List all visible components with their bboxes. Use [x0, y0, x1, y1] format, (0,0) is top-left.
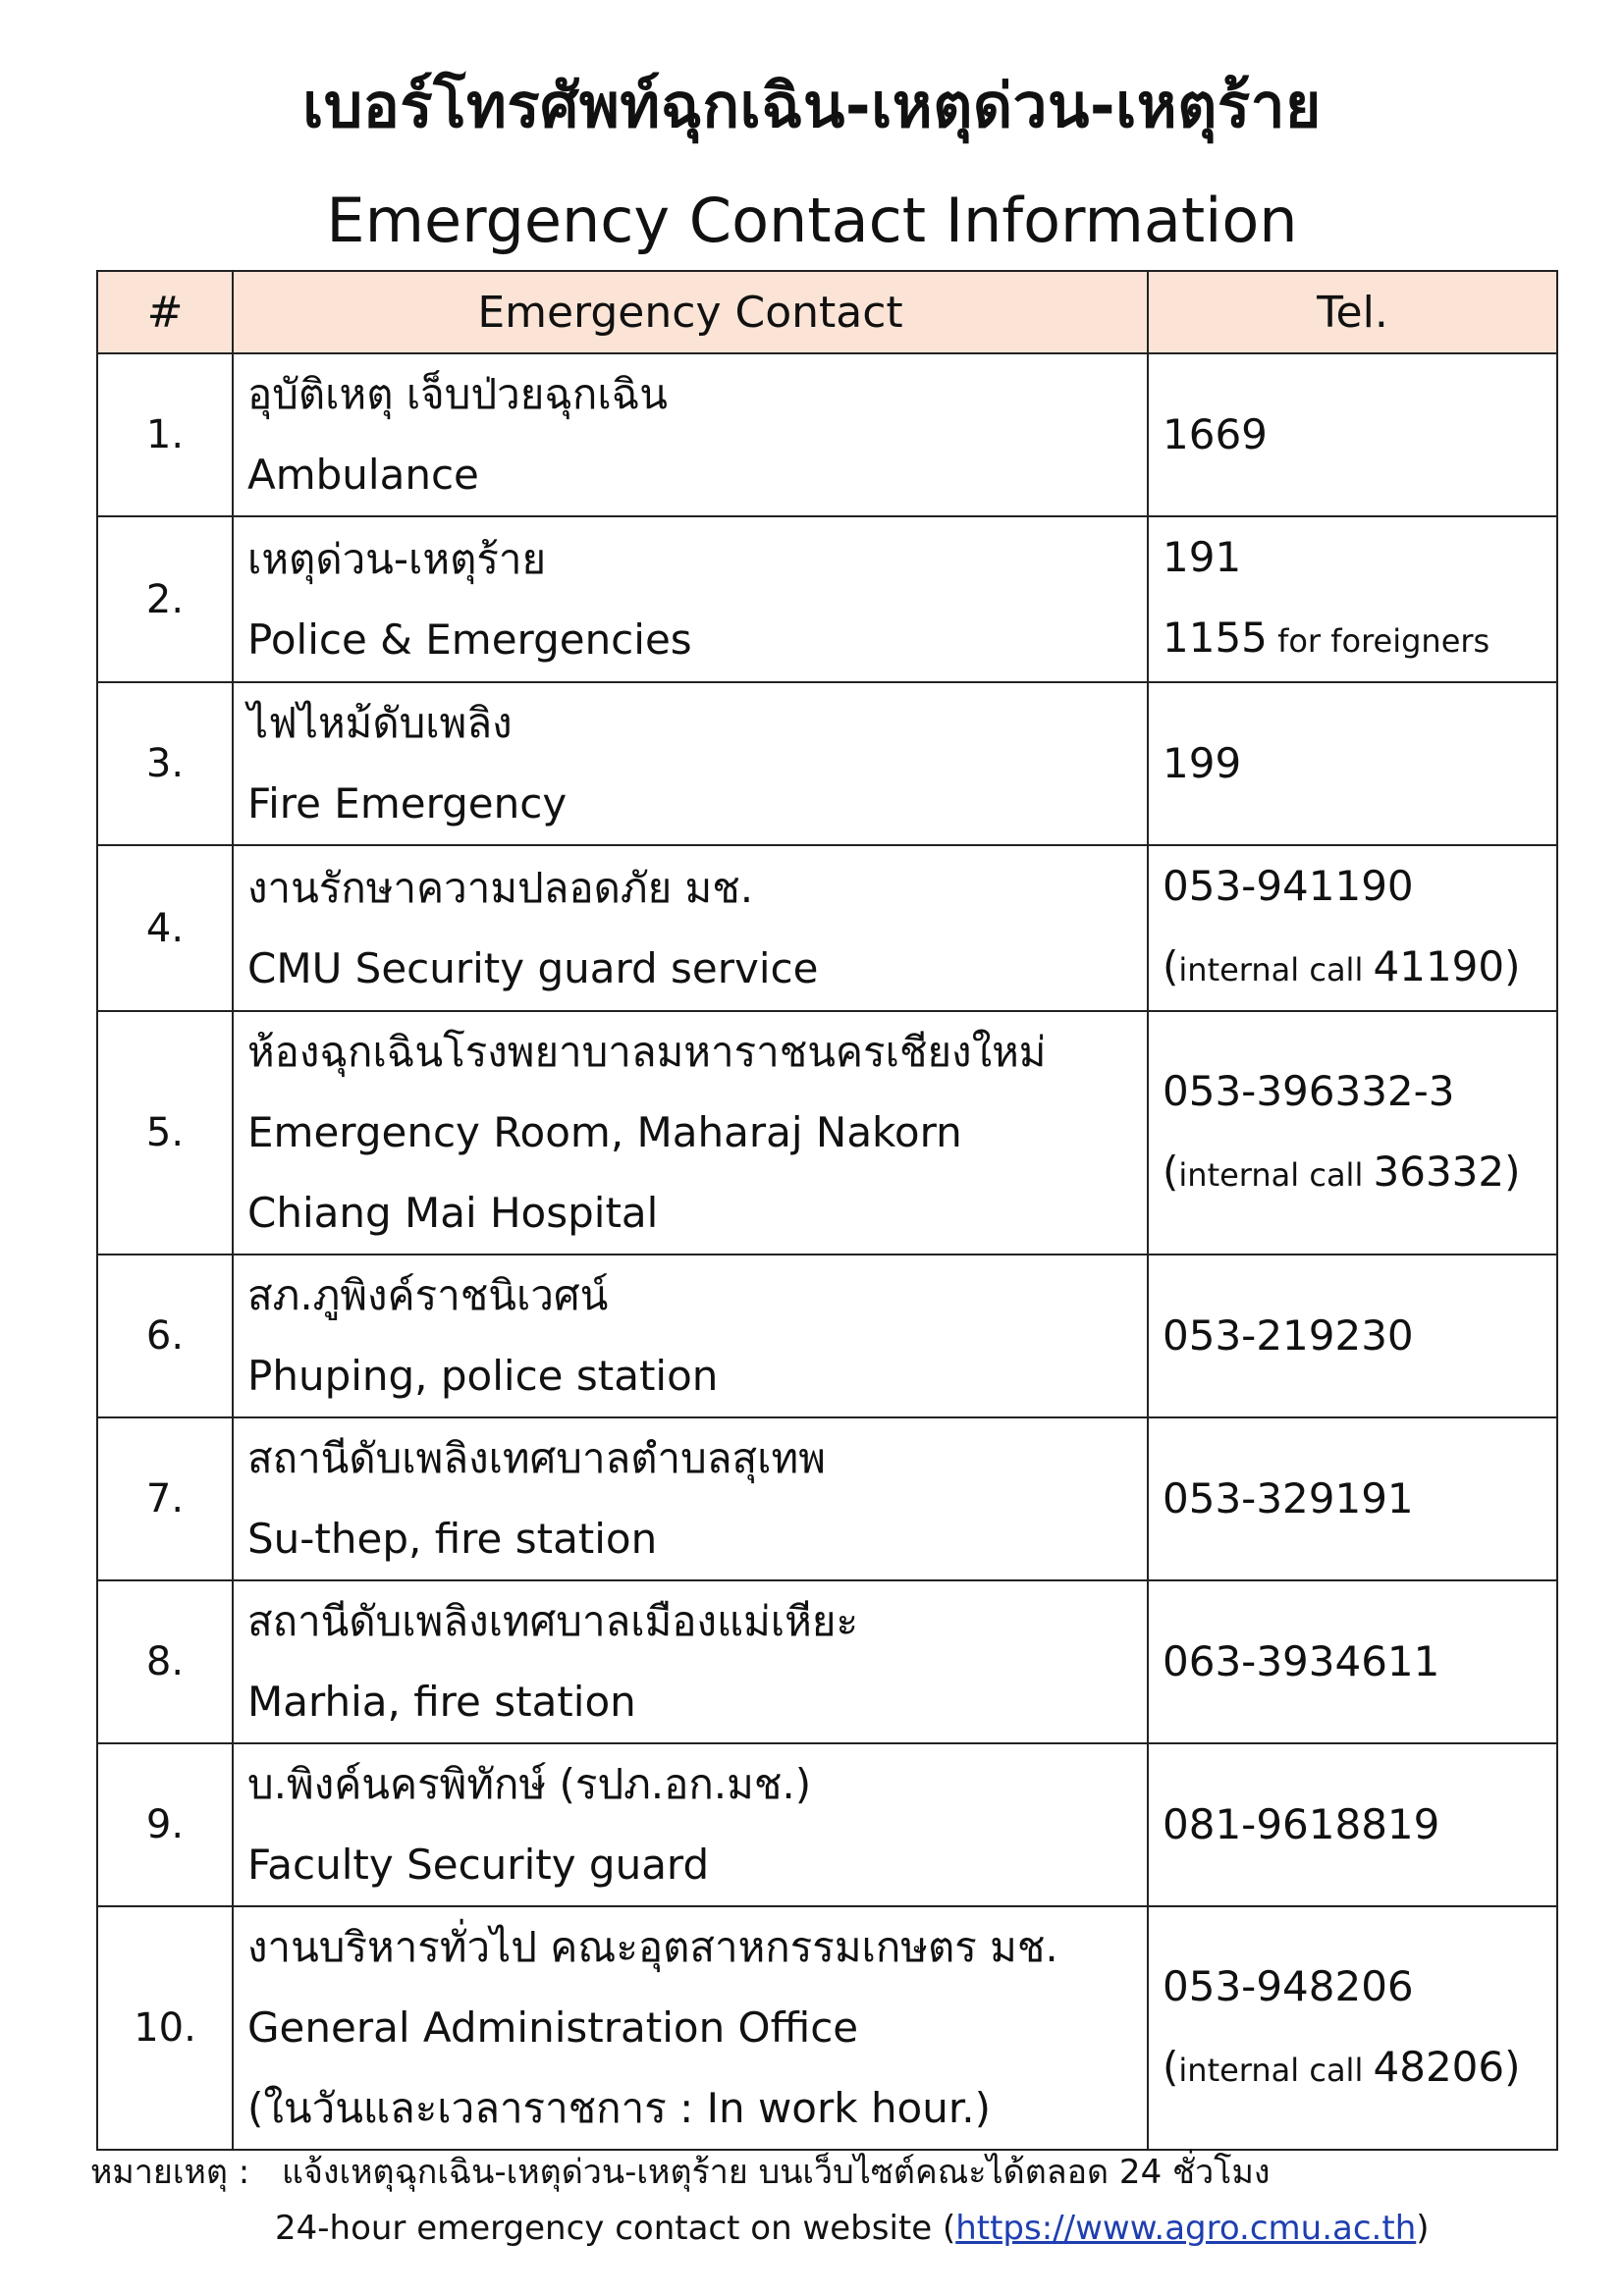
contact-line: Phuping, police station: [247, 1352, 719, 1400]
footer-website-line: [275, 2201, 1430, 2256]
phone-number: 48206): [1373, 2042, 1521, 2091]
contact-line: สถานีดับเพลิงเทศบาลเมืองแม่เหียะ: [247, 1597, 859, 1645]
contact-line: งานรักษาความปลอดภัย มช.: [247, 863, 754, 912]
contact-line: Police & Emergencies: [247, 614, 692, 664]
header-number: #: [97, 271, 233, 353]
footer-note: [90, 2145, 1270, 2200]
contact-line: งานบริหารทั่วไป คณะอุตสาหกรรมเกษตร มช.: [247, 1923, 1058, 1971]
page-title-english: Emergency Contact Information: [326, 185, 1298, 256]
telephone-cell: [1148, 1580, 1557, 1743]
row-number: 6.: [97, 1255, 233, 1417]
row-number: 8.: [97, 1580, 233, 1743]
row-number: 5.: [97, 1011, 233, 1255]
row-number: 1.: [97, 353, 233, 516]
contact-line: สภ.ภูพิงค์ราชนิเวศน์: [247, 1271, 609, 1319]
phone-line: [1163, 723, 1556, 804]
phone-note: internal call: [1178, 2051, 1374, 2089]
phone-number: 053-941190: [1163, 862, 1414, 910]
phone-number: 081-9618819: [1163, 1800, 1440, 1848]
page-title-thai: เบอร์โทรศัพท์ฉุกเฉิน-เหตุด่วน-เหตุร้าย: [302, 70, 1322, 141]
contact-cell: [233, 516, 1148, 682]
contact-line: ห้องฉุกเฉินโรงพยาบาลมหาราชนครเชียงใหม่: [247, 1028, 1047, 1076]
contact-line: Fire Emergency: [247, 779, 568, 828]
phone-paren: (: [1163, 942, 1179, 990]
contact-line: Ambulance: [247, 451, 479, 499]
phone-note: internal call: [1178, 1155, 1374, 1194]
phone-number: 199: [1163, 739, 1242, 787]
contact-cell: [233, 1580, 1148, 1743]
table-row: [97, 682, 1557, 845]
header-emergency-contact: Emergency Contact: [233, 271, 1148, 353]
phone-line: [1163, 598, 1556, 681]
phone-line: [1163, 1947, 1556, 2027]
table-header-row: [97, 271, 1557, 353]
contact-cell: [233, 845, 1148, 1011]
phone-number: 191: [1163, 533, 1242, 581]
contact-line: Faculty Security guard: [247, 1841, 710, 1889]
phone-number: 053-219230: [1163, 1311, 1414, 1360]
table-row: [97, 353, 1557, 516]
phone-number: 36332): [1373, 1147, 1521, 1196]
contact-line: สถานีดับเพลิงเทศบาลตำบลสุเทพ: [247, 1434, 826, 1482]
contact-line: Marhia, fire station: [247, 1678, 636, 1726]
phone-number: 41190): [1373, 942, 1521, 990]
phone-number: 1155: [1163, 614, 1268, 662]
phone-note: internal call: [1178, 951, 1374, 988]
telephone-cell: [1148, 353, 1557, 516]
table-row: [97, 1906, 1557, 2150]
contact-line: General Administration Office: [247, 2003, 859, 2052]
contact-line: ไฟไหม้ดับเพลิง: [247, 699, 513, 747]
phone-number: 063-3934611: [1163, 1637, 1440, 1685]
telephone-cell: [1148, 1417, 1557, 1580]
table-row: [97, 1255, 1557, 1417]
phone-line: [1163, 1622, 1556, 1702]
telephone-cell: [1148, 682, 1557, 845]
phone-line: [1163, 1459, 1556, 1539]
contact-cell: [233, 1417, 1148, 1580]
contact-line: Chiang Mai Hospital: [247, 1189, 659, 1237]
footer-note-thai: แจ้งเหตุฉุกเฉิน-เหตุด่วน-เหตุร้าย บนเว็บไซต์คณะได้ตลอด 24 ชั่วโมง: [282, 2153, 1271, 2192]
phone-line: [1163, 395, 1556, 475]
row-number: 2.: [97, 516, 233, 682]
contact-line: (ในวันและเวลาราชการ : In work hour.): [247, 2084, 992, 2132]
phone-number: 053-948206: [1163, 1961, 1414, 2010]
row-number: 3.: [97, 682, 233, 845]
contact-cell: [233, 1743, 1148, 1906]
table-body: [97, 353, 1557, 2150]
phone-number: 053-329191: [1163, 1474, 1414, 1522]
phone-note: for foreigners: [1267, 622, 1490, 660]
contact-line: Emergency Room, Maharaj Nakorn: [247, 1108, 962, 1156]
phone-line: [1163, 846, 1556, 927]
telephone-cell: [1148, 1906, 1557, 2150]
contact-line: อุบัติเหตุ เจ็บป่วยฉุกเฉิน: [247, 370, 669, 418]
contact-cell: [233, 1906, 1148, 2150]
table-row: [97, 1743, 1557, 1906]
table-row: [97, 845, 1557, 1011]
contact-cell: [233, 682, 1148, 845]
contact-line: CMU Security guard service: [247, 943, 819, 992]
row-number: 7.: [97, 1417, 233, 1580]
phone-line: [1163, 1296, 1556, 1376]
phone-line: [1163, 1051, 1556, 1132]
telephone-cell: [1148, 845, 1557, 1011]
footer-website-text: 24-hour emergency contact on website (: [275, 2209, 956, 2248]
table-row: [97, 1580, 1557, 1743]
telephone-cell: [1148, 516, 1557, 682]
row-number: 10.: [97, 1906, 233, 2150]
phone-line: [1163, 1785, 1556, 1865]
contact-cell: [233, 1255, 1148, 1417]
footer-label: หมายเหตุ :: [90, 2153, 250, 2192]
phone-line: [1163, 927, 1556, 1010]
telephone-cell: [1148, 1743, 1557, 1906]
table-row: [97, 1417, 1557, 1580]
website-link[interactable]: https://www.agro.cmu.ac.th: [955, 2209, 1417, 2248]
telephone-cell: [1148, 1011, 1557, 1255]
row-number: 4.: [97, 845, 233, 1011]
phone-line: [1163, 517, 1556, 598]
contact-line: บ.พิงค์นครพิทักษ์ (รปภ.อก.มช.): [247, 1760, 812, 1808]
telephone-cell: [1148, 1255, 1557, 1417]
table-row: [97, 516, 1557, 682]
contact-line: Su-thep, fire station: [247, 1515, 658, 1563]
phone-number: 053-396332-3: [1163, 1066, 1455, 1115]
row-number: 9.: [97, 1743, 233, 1906]
phone-paren: (: [1163, 2042, 1179, 2091]
phone-number: 1669: [1163, 410, 1268, 458]
contact-line: เหตุด่วน-เหตุร้าย: [247, 534, 547, 583]
phone-line: [1163, 2027, 1556, 2110]
phone-line: [1163, 1132, 1556, 1215]
emergency-contacts-table: [96, 270, 1558, 2151]
header-telephone: Tel.: [1148, 271, 1557, 353]
contact-cell: [233, 353, 1148, 516]
contact-cell: [233, 1011, 1148, 1255]
phone-paren: (: [1163, 1147, 1179, 1196]
footer-website-close: ): [1416, 2209, 1430, 2248]
table-row: [97, 1011, 1557, 1255]
